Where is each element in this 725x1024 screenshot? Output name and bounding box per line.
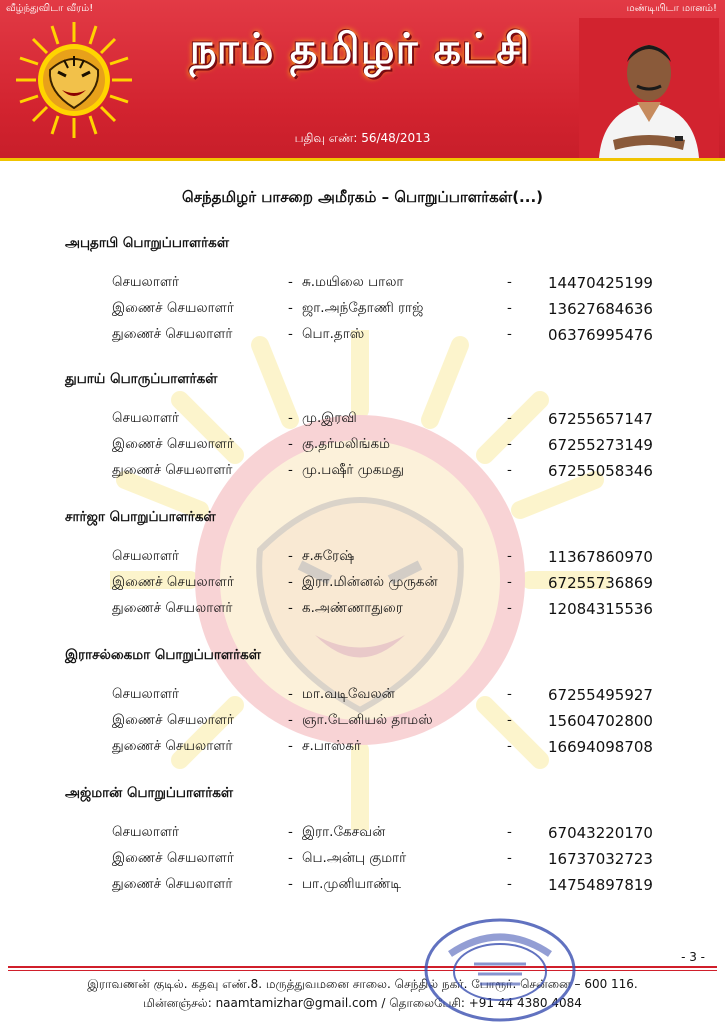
footer-divider-thin [8,970,717,971]
member-name: மா.வடிவேலன் [302,686,395,702]
footer-contact: மின்னஞ்சல்: naamtamizhar@gmail.com / தொலைபேசி: +91 44 4380 4084 [143,996,582,1010]
bearer-row [0,850,725,874]
member-role: செயலாளர் [112,410,180,426]
member-role: துணைச் செயலாளர் [112,600,233,616]
separator-dash: - [288,686,293,702]
member-role: செயலாளர் [112,686,180,702]
member-role: இணைச் செயலாளர் [112,300,234,316]
separator-dash: - [288,300,293,316]
bearer-row [0,876,725,900]
member-phone: 67255273149 [548,436,653,454]
separator-dash: - [507,326,512,342]
footer-divider [8,966,717,968]
leader-photo [579,18,719,158]
separator-dash: - [288,712,293,728]
bearer-row [0,686,725,710]
member-phone: 67043220170 [548,824,653,842]
member-phone: 15604702800 [548,712,653,730]
separator-dash: - [288,462,293,478]
member-phone: 67255657147 [548,410,653,428]
separator-dash: - [288,574,293,590]
bearer-row [0,300,725,324]
member-role: இணைச் செயலாளர் [112,850,234,866]
member-role: இணைச் செயலாளர் [112,574,234,590]
section-title: அபுதாபி பொறுப்பாளர்கள் [65,235,229,251]
bearer-row [0,738,725,762]
member-role: செயலாளர் [112,548,180,564]
separator-dash: - [507,712,512,728]
document-title: செந்தமிழர் பாசறை அமீரகம் – பொறுப்பாளர்கள்(...) [181,188,544,206]
member-name: கு.தர்மலிங்கம் [302,436,390,452]
member-role: துணைச் செயலாளர் [112,462,233,478]
member-name: இரா.கேசவன் [302,824,386,840]
separator-dash: - [507,738,512,754]
separator-dash: - [288,274,293,290]
bearer-row [0,712,725,736]
separator-dash: - [288,436,293,452]
separator-dash: - [507,274,512,290]
registration-number: பதிவு எண்: 56/48/2013 [294,131,431,145]
member-phone: 12084315536 [548,600,653,618]
member-phone: 16694098708 [548,738,653,756]
bearer-row [0,824,725,848]
separator-dash: - [288,410,293,426]
separator-dash: - [507,600,512,616]
separator-dash: - [507,686,512,702]
bearer-row [0,436,725,460]
member-phone: 67255058346 [548,462,653,480]
member-phone: 11367860970 [548,548,653,566]
slogan-right: மண்டியிடா மானம்! [626,3,717,14]
member-name: ச.சுரேஷ் [302,548,355,564]
member-name: ஞா.டேனியல் தாமஸ் [302,712,433,728]
member-role: செயலாளர் [112,824,180,840]
member-phone: 14754897819 [548,876,653,894]
member-name: ஜா.அந்தோணி ராஜ் [302,300,424,316]
separator-dash: - [507,824,512,840]
member-name: மு.பஷீர் முகமது [302,462,404,478]
bearer-row [0,274,725,298]
bearer-row [0,548,725,572]
section-title: சார்ஜா பொறுப்பாளர்கள் [65,509,216,525]
member-phone: 16737032723 [548,850,653,868]
member-phone: 06376995476 [548,326,653,344]
member-phone: 14470425199 [548,274,653,292]
separator-dash: - [507,850,512,866]
bearer-row [0,600,725,624]
separator-dash: - [507,548,512,564]
member-role: செயலாளர் [112,274,180,290]
member-name: சு.மயிலை பாலா [302,274,404,290]
section-title: இராசல்கைமா பொறுப்பாளர்கள் [65,647,261,663]
section-title: துபாய் பொருப்பாளர்கள் [65,371,218,387]
separator-dash: - [507,436,512,452]
member-name: பெ.அன்பு குமார் [302,850,407,866]
page-number: - 3 - [681,950,705,964]
separator-dash: - [288,738,293,754]
member-role: இணைச் செயலாளர் [112,712,234,728]
bearer-row [0,326,725,350]
separator-dash: - [507,410,512,426]
separator-dash: - [507,300,512,316]
separator-dash: - [288,548,293,564]
separator-dash: - [288,876,293,892]
member-phone: 67255495927 [548,686,653,704]
party-name: நாம் தமிழர் கட்சி [189,24,531,73]
member-role: துணைச் செயலாளர் [112,738,233,754]
letterhead-header [0,0,725,158]
member-role: இணைச் செயலாளர் [112,436,234,452]
separator-dash: - [507,574,512,590]
section-title: அஜ்மான் பொறுப்பாளர்கள் [65,785,234,801]
member-role: துணைச் செயலாளர் [112,326,233,342]
member-name: பா.முனியாண்டி [302,876,402,892]
member-name: மு.இரவி [302,410,357,426]
slogan-left: வீழ்ந்துவிடா வீரம்! [6,3,94,14]
bearer-row [0,410,725,434]
member-name: இரா.மின்னல் முருகன் [302,574,438,590]
member-role: துணைச் செயலாளர் [112,876,233,892]
separator-dash: - [507,876,512,892]
member-phone: 13627684636 [548,300,653,318]
party-seal-stamp [420,912,580,1024]
bearer-row [0,462,725,486]
separator-dash: - [288,824,293,840]
separator-dash: - [288,326,293,342]
member-phone: 67255736869 [548,574,653,592]
member-name: ச.பாஸ்கர் [302,738,362,754]
header-divider [0,158,725,161]
bearer-row [0,574,725,598]
separator-dash: - [288,600,293,616]
member-name: பொ.தாஸ் [302,326,365,342]
member-name: க.அண்ணாதுரை [302,600,403,616]
separator-dash: - [288,850,293,866]
footer-address: இராவணன் குடில். கதவு எண்.8. மருத்துவமனை சாலை. செந்தில் நகர். போரூர். சென்னை – 600 116. [87,977,638,991]
separator-dash: - [507,462,512,478]
tiger-emblem-icon [14,20,134,140]
